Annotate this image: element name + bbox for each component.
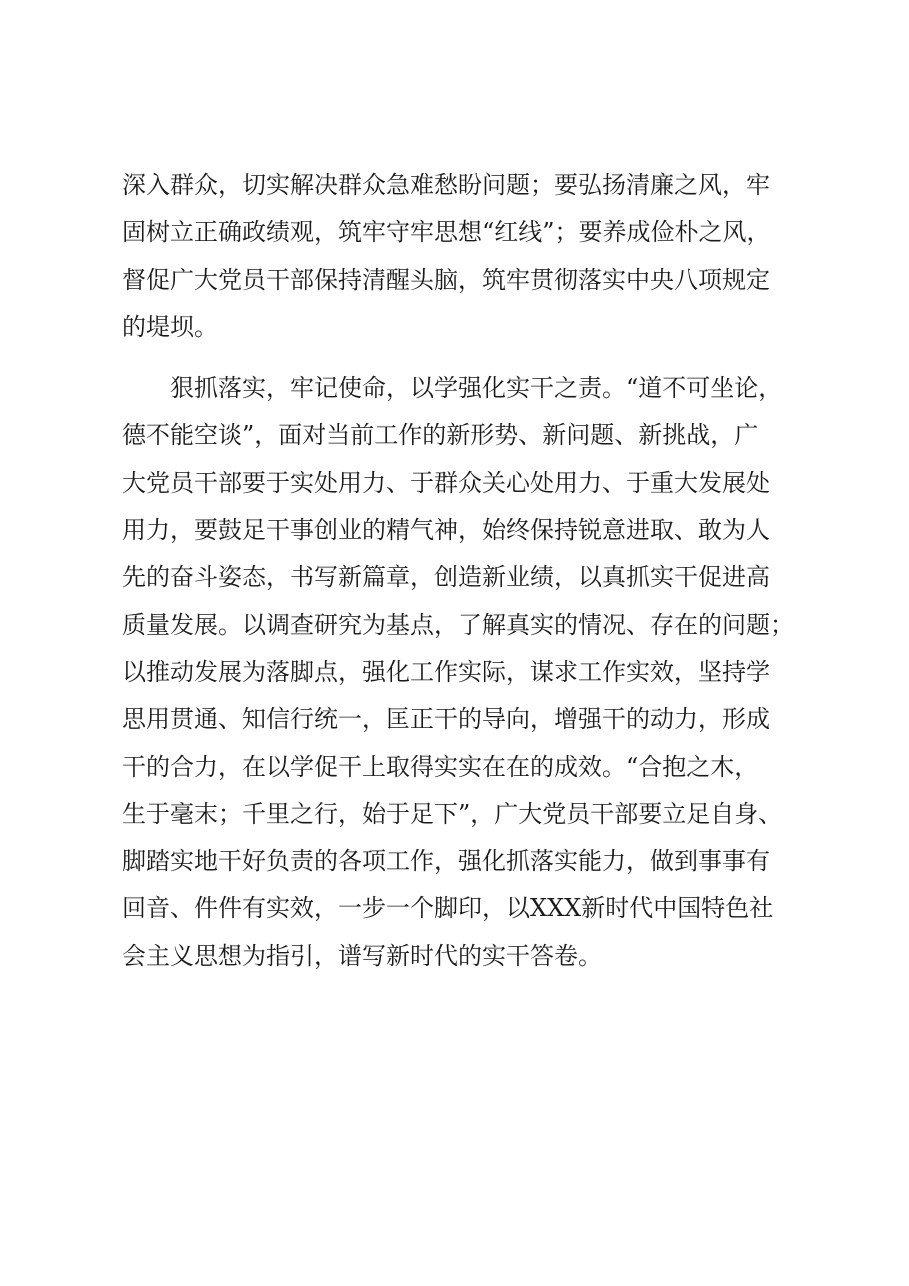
text-line: 回音、件件有实效，一步一个脚印，以XXX新时代中国特色社 [122, 894, 774, 923]
document-body [122, 162, 822, 980]
text-line: 督促广大党员干部保持清醒头脑，筑牢贯彻落实中央八项规定 [122, 265, 770, 294]
paragraph-1 [122, 162, 822, 351]
text-line: 先的奋斗姿态，书写新篇章，创造新业绩，以真抓实干促进高 [122, 563, 770, 592]
text-line: 狠抓落实，牢记使命，以学强化实干之责。“道不可坐论， [122, 374, 783, 403]
text-line: 用力，要鼓足干事创业的精气神，始终保持锐意进取、敢为人 [122, 516, 770, 545]
text-line: 思用贯通、知信行统一，匡正干的导向，增强干的动力，形成 [122, 705, 770, 734]
text-line: 干的合力，在以学促干上取得实实在在的成效。“合抱之木， [122, 752, 759, 781]
text-line: 生于毫末；千里之行，始于足下”，广大党员干部要立足自身、 [122, 799, 783, 828]
text-line: 会主义思想为指引，谱写新时代的实干答卷。 [122, 941, 602, 970]
text-line: 大党员干部要于实处用力、于群众关心处用力、于重大发展处 [122, 468, 770, 497]
paragraph-2 [122, 365, 822, 980]
text-line: 深入群众，切实解决群众急难愁盼问题；要弘扬清廉之风，牢 [122, 171, 770, 199]
paragraph-spacer [122, 351, 822, 365]
text-line: 的堤坝。 [122, 312, 218, 341]
text-line: 质量发展。以调查研究为基点，了解真实的情况、存在的问题； [122, 610, 794, 639]
text-line: 德不能空谈”，面对当前工作的新形势、新问题、新挑战，广 [122, 421, 759, 450]
text-line: 脚踏实地干好负责的各项工作，强化抓落实能力，做到事事有 [122, 847, 770, 876]
text-line: 固树立正确政绩观，筑牢守牢思想“红线”；要养成俭朴之风， [122, 218, 771, 247]
text-line: 以推动发展为落脚点，强化工作实际，谋求工作实效，坚持学 [122, 657, 770, 686]
